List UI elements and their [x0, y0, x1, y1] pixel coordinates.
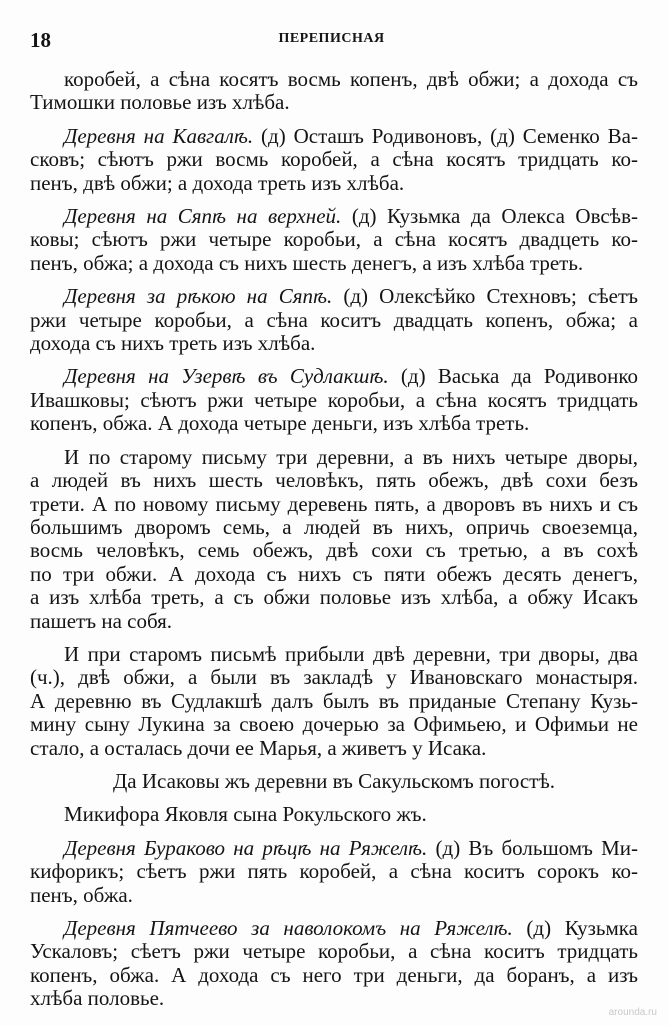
text-run: дохода съ нихъ треть изъ хлѣба. — [30, 331, 316, 356]
text-line — [30, 860, 638, 883]
text-run: копенъ, обжа. А дохода съ него три деньги, да боранъ, а изъ — [30, 962, 638, 987]
text-line — [30, 309, 638, 332]
text-run: (д) Олексѣйко Стехновъ; сѣетъ — [332, 284, 638, 309]
village-name: Деревня на Сяпѣ на верхней. — [64, 204, 342, 229]
text-line — [30, 987, 638, 1010]
text-run: Микифора Яковля сына Рокульского жъ. — [64, 802, 427, 827]
text-run: Ускаловъ; сѣетъ ржи четыре коробьи, а сѣна коситъ тридцать — [30, 939, 638, 964]
text-line — [30, 713, 638, 736]
page-number: 18 — [30, 28, 51, 52]
text-line — [30, 539, 638, 562]
text-run: а изъ хлѣба треть, а съ обжи половье изъ хлѣба, а обжу Исакъ — [30, 585, 638, 610]
text-run: пашетъ на собя. — [30, 608, 173, 633]
text-run: Тимошки половье изъ хлѣба. — [30, 90, 290, 115]
text-run: сковъ; сѣютъ ржи восмь коробей, а сѣна косятъ тридцать ко- — [30, 147, 638, 172]
text-run: хлѣба половье. — [30, 986, 165, 1011]
text-line — [30, 205, 638, 228]
text-run: (д) Въ большомъ Ми- — [427, 835, 639, 860]
paragraph — [30, 770, 638, 793]
text-line — [30, 666, 638, 689]
text-run: (д) Васька да Родивонко — [388, 364, 638, 389]
text-line — [30, 563, 638, 586]
text-line — [30, 252, 638, 275]
text-line — [30, 917, 638, 940]
text-line — [30, 493, 638, 516]
text-run: трети. А по новому письму деревень пять, а дворовъ въ нихъ и съ — [30, 491, 638, 516]
text-line — [30, 469, 638, 492]
text-line — [30, 643, 638, 666]
text-run: (д) Кузьмка — [512, 916, 638, 940]
page-header — [30, 28, 633, 52]
text-run: пенъ, обжа; а дохода съ нихъ шесть денегъ, а изъ хлѣба треть. — [30, 250, 584, 275]
village-name: Деревня за рѣкою на Сяпѣ. — [64, 284, 333, 309]
paragraph — [30, 803, 638, 826]
text-run: большимъ дворомъ семь, а людей въ нихъ, опричь своеземца, — [30, 514, 638, 539]
paragraph — [30, 643, 638, 760]
paragraph — [30, 837, 638, 907]
paragraph — [30, 365, 638, 435]
text-line — [30, 125, 638, 148]
text-line — [30, 586, 638, 609]
text-line — [30, 737, 638, 760]
text-run: Ивашковы; сѣютъ ржи четыре коробьи, а сѣна косятъ тридцать — [30, 387, 638, 412]
text-run: а людей въ нихъ шесть человѣкъ, пять обежъ, двѣ сохи безъ — [30, 468, 638, 493]
text-run: (д) Кузьмка да Олекса Овсѣв- — [341, 204, 638, 229]
text-line — [30, 389, 638, 412]
text-run: пенъ, двѣ обжи; а дохода треть изъ хлѣба. — [30, 170, 405, 195]
text-line — [30, 172, 638, 195]
text-line — [30, 770, 638, 793]
paragraph — [30, 68, 638, 115]
watermark: arounda.ru — [608, 1007, 657, 1018]
text-run: мину сыну Лукина за своею дочерью за Офимьею, и Офимьи не — [30, 712, 638, 737]
text-line — [30, 516, 638, 539]
text-run: И при старомъ письмѣ прибыли двѣ деревни, три дворы, два — [64, 641, 638, 666]
body-text — [30, 68, 638, 1021]
text-run: копенъ, обжа. А дохода четыре деньги, изъ хлѣба треть. — [30, 411, 530, 436]
text-line — [30, 332, 638, 355]
running-title: ПЕРЕПИСНАЯ — [278, 31, 385, 46]
text-run: (д) Осташъ Родивоновъ, (д) Семенко Ва- — [253, 123, 638, 148]
text-line — [30, 940, 638, 963]
text-line — [30, 803, 638, 826]
text-line — [30, 446, 638, 469]
paragraph — [30, 446, 638, 633]
text-line — [30, 690, 638, 713]
text-run: пенъ, обжа. — [30, 882, 133, 907]
paragraph — [30, 285, 638, 355]
text-run: кифорикъ; сѣетъ ржи пять коробей, а сѣна коситъ сорокъ ко- — [30, 859, 638, 884]
text-run: (ч.), двѣ обжи, а были въ закладѣ у Ивановскаго монастыря. — [30, 665, 638, 690]
text-run: ржи четыре коробьи, а сѣна коситъ двадцать копенъ, обжа; а — [30, 307, 638, 332]
text-line — [30, 610, 638, 633]
text-run: коробей, а сѣна косятъ восмь копенъ, двѣ обжи; а дохода съ — [64, 67, 638, 91]
text-line — [30, 68, 638, 91]
text-line — [30, 91, 638, 114]
text-run: А деревню въ Судлакшѣ далъ былъ въ приданые Степану Кузь- — [30, 688, 638, 713]
text-line — [30, 148, 638, 171]
paragraph — [30, 205, 638, 275]
text-run: по три обжи. А дохода съ нихъ съ пяти обежъ десять денегъ, — [30, 561, 638, 586]
village-name: Деревня Бураково на рѣцѣ на Ряжелѣ. — [64, 835, 428, 860]
text-line — [30, 228, 638, 251]
text-run: восмь человѣкъ, семь обежъ, двѣ сохи съ третью, а въ сохѣ — [30, 538, 638, 563]
paragraph — [30, 125, 638, 195]
text-line — [30, 837, 638, 860]
text-line — [30, 412, 638, 435]
text-line — [30, 964, 638, 987]
village-name: Деревня Пятчеево за наволокомъ на Ряжелѣ. — [64, 916, 513, 940]
text-line — [30, 365, 638, 388]
text-run: стало, а осталась дочи ее Марья, а живетъ у Исака. — [30, 735, 487, 760]
village-name: Деревня на Узервѣ въ Судлакшѣ. — [64, 364, 389, 389]
text-run: Да Исаковы жъ деревни въ Сакульскомъ погостѣ. — [112, 768, 555, 793]
text-run: И по старому письму три деревни, а въ нихъ четыре дворы, — [64, 444, 638, 469]
text-line — [30, 884, 638, 907]
text-line — [30, 285, 638, 308]
village-name: Деревня на Кавгалѣ. — [64, 123, 254, 148]
text-run: ковы; сѣютъ ржи четыре коробьи, а сѣна косятъ двадцеть ко- — [30, 227, 638, 252]
paragraph — [30, 917, 638, 1011]
